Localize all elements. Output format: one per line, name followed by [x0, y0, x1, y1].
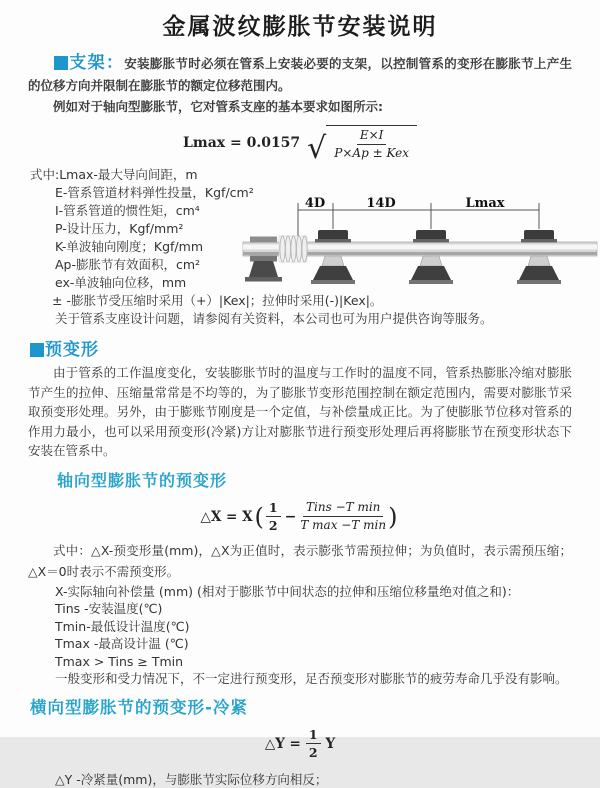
lmax-formula-prefix: Lmax = 0.0157 — [183, 135, 301, 151]
definition-line: Tins -安装温度(℃) — [55, 601, 163, 617]
fraction-numerator: 1 — [266, 500, 281, 518]
fraction-denominator: T max −T min — [300, 518, 387, 533]
definition-line: Tmin-最低设计温度(℃) — [55, 618, 190, 634]
support-intro-text: 安装膨胀节时必须在管系上安装必要的支架，以控制管系的变形在膨胀节上产生的位移方向并限制在膨胀节的额定位移范围内。 — [28, 56, 572, 93]
support-example-line: 例如对于轴向型膨胀节，它对管系支座的基本要求如图所示: — [53, 99, 383, 114]
one-half-fraction — [266, 500, 281, 534]
predeform-heading-text: 预变形 — [45, 340, 99, 360]
definition-line: 关于管系支座设计问题，请参阅有关资料，本公司也可为用户提供咨询等服务。 — [55, 311, 493, 326]
definition-line: ex-单波轴向位移，mm — [55, 275, 187, 290]
lateral-predeform-formula — [0, 727, 600, 761]
section-heading-support: 支架： — [69, 53, 125, 73]
lateral-definition-line: △Y -冷紧量(mm)，与膨胀节实际位移方向相反； — [55, 772, 328, 787]
guide-support — [517, 230, 561, 284]
formula-prefix: △X = X — [200, 508, 253, 525]
formula-prefix: △Y = — [264, 735, 301, 752]
axial-predeform-heading: 轴向型膨胀节的预变形 — [57, 470, 228, 490]
definition-line: ± -膨胀节受压缩时采用（+）|Kex|；拉伸时采用(-)|Kex|。 — [52, 293, 383, 308]
definition-line: P-设计压力，Kgf/mm² — [55, 221, 184, 236]
definition-line: X-实际轴向补偿量 (mm) (相对于膨胀节中间状态的拉伸和压缩位移量绝对值之和)： — [55, 583, 520, 599]
definition-line: E-管系管道材料弹性投量，Kgf/cm² — [55, 185, 254, 200]
dim-label-14d: 14D — [366, 196, 396, 211]
axial-formula-explanation: 式中：△X-预变形量(mm)，△X为正值时，表示膨张节需预拉伸；为负值时，表示需预压缩；△X＝0时表示不需预变形。 — [28, 542, 572, 579]
guide-support — [409, 230, 453, 284]
axial-predeform-formula — [0, 500, 600, 534]
fraction-numerator: Tins −T min — [303, 500, 383, 517]
temperature-fraction — [300, 500, 386, 533]
definition-line: Ap-膨胀节有效面积，cm² — [55, 257, 201, 272]
minus-operator: − — [284, 508, 297, 525]
lmax-fraction-numerator: E×I — [357, 128, 387, 145]
definition-line: 式中:Lmax-最大导向间距，m — [30, 167, 198, 182]
close-paren: ) — [388, 502, 398, 531]
lmax-formula — [0, 125, 600, 166]
lmax-fraction-denominator: P×Ap ± Kex — [334, 146, 409, 160]
definition-line: K-单波轴向刚度；Kgf/mm — [55, 239, 203, 254]
predeform-paragraph: 由于管系的工作温度变化，安装膨胀节时的温度与工作时的温度不同，管系热膨胀冷缩对膨胀节产生的拉伸、压缩量常常是不均等的，为了膨胀节变形范围控制在额定范围内，需要对膨胀节采取预变形处理。另外，由于膨账节刚度是一个定值，与补偿量成正比。为了使膨胀节位移对管系的作用力最小，也可以采用预变形(冷紧)方让对膨胀节进行预变形处理后再将膨胀节在预变形状态下安装在管系中。 — [28, 365, 572, 458]
bellows-icon — [279, 236, 307, 262]
lateral-predeform-heading: 横向型膨胀节的预变形-冷紧 — [30, 697, 248, 717]
radical-expression — [307, 125, 417, 166]
definition-line: Tmax -最高设计温 (℃) — [55, 636, 189, 652]
dim-label-lmax: Lmax — [465, 196, 505, 211]
radical-body — [326, 125, 417, 161]
one-half-fraction — [306, 727, 321, 761]
guide-support — [311, 230, 355, 284]
support-intro-paragraph — [28, 53, 572, 96]
blue-square-bullet-icon — [30, 343, 44, 357]
definition-line: Tmax > Tins ≥ Tmin — [55, 653, 184, 669]
lmax-fraction — [334, 128, 409, 161]
page-title: 金属波纹膨胀节安装说明 — [162, 14, 438, 40]
dim-label-4d: 4D — [304, 196, 326, 211]
formula-suffix: Y — [325, 735, 336, 752]
definition-line: I-管系管道的惯性矩，cm⁴ — [55, 203, 200, 218]
axial-variable-definitions — [55, 583, 600, 688]
fraction-denominator: 2 — [268, 518, 278, 534]
section-heading-predeform — [30, 335, 600, 360]
support-spacing-diagram — [243, 196, 597, 288]
blue-square-bullet-icon — [54, 56, 68, 70]
radical-sign: √ — [307, 131, 327, 166]
fraction-numerator: 1 — [306, 727, 321, 745]
definition-line: 一般变形和受力情况下，不一定进行预变形，足否预变形对膨胀节的疲劳寿命几乎没有影响。 — [55, 671, 568, 687]
open-paren: ( — [254, 502, 264, 531]
fraction-denominator: 2 — [308, 745, 318, 761]
